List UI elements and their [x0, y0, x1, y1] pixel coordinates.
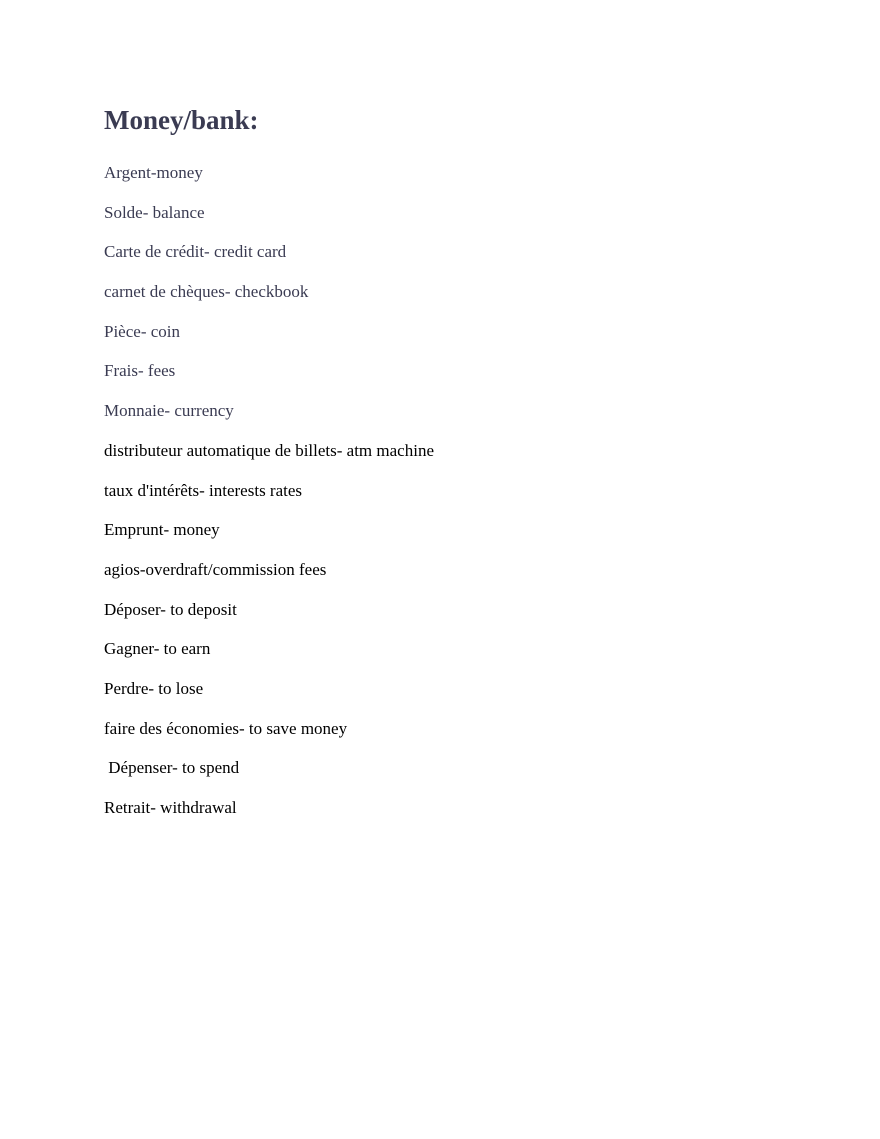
vocab-item: Perdre- to lose — [104, 678, 204, 698]
vocab-item: Carte de crédit- credit card — [104, 242, 287, 262]
vocab-item: taux d'intérêts- interests rates — [104, 480, 303, 500]
vocabulary-list — [104, 161, 434, 836]
vocab-item: agios-overdraft/commission fees — [104, 559, 327, 579]
vocab-item: Solde- balance — [104, 202, 205, 222]
vocab-item: Pièce- coin — [104, 321, 180, 341]
vocab-item: Gagner- to earn — [104, 639, 211, 659]
vocab-item: faire des économies- to save money — [104, 718, 348, 738]
vocab-item: carnet de chèques- checkbook — [104, 282, 309, 302]
vocab-item: Déposer- to deposit — [104, 599, 237, 619]
vocab-item: Retrait- withdrawal — [104, 798, 237, 817]
vocab-item: Emprunt- money — [104, 520, 220, 540]
vocab-item: Argent-money — [104, 163, 203, 182]
vocab-item: Dépenser- to spend — [104, 758, 240, 778]
vocab-item: Frais- fees — [104, 361, 176, 381]
vocab-item: Monnaie- currency — [104, 401, 234, 421]
document-heading: Money/bank: — [104, 105, 259, 135]
vocab-item: distributeur automatique de billets- atm machine — [104, 440, 434, 460]
